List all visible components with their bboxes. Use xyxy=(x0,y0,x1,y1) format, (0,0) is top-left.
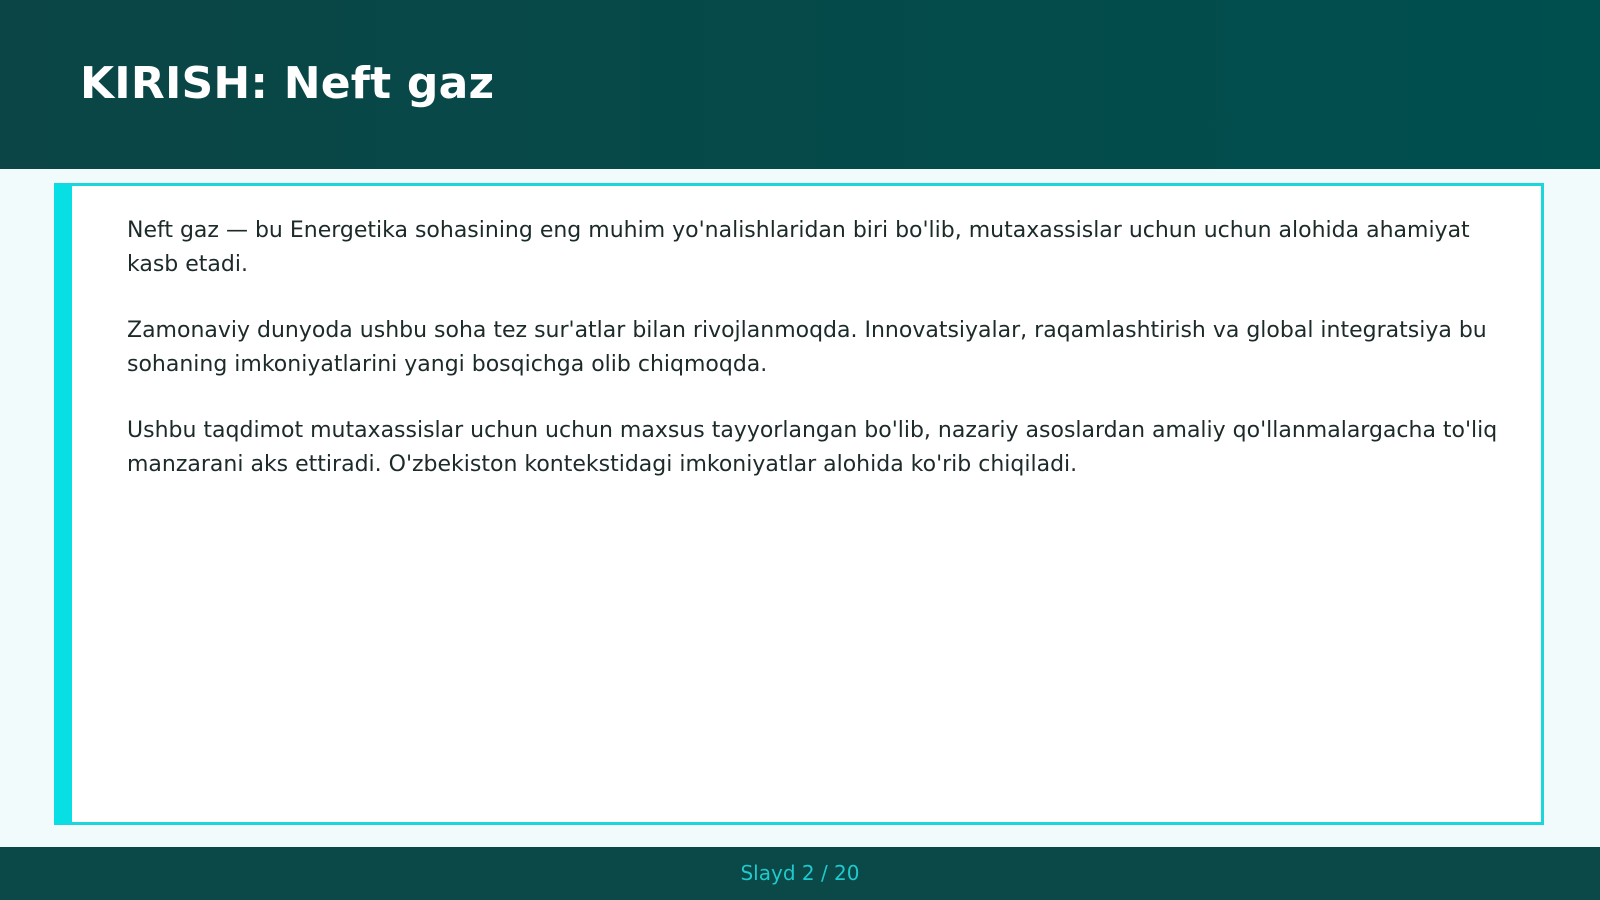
slide-header xyxy=(0,0,1600,169)
paragraph-2: Zamonaviy dunyoda ushbu soha tez sur'atlar bilan rivojlanmoqda. Innovatsiyalar, raqamlashtirish va global integratsiya bu sohaning imkoniyatlarini yangi bosqichga olib chiqmoqda. xyxy=(127,318,1487,377)
paragraph-3: Ushbu taqdimot mutaxassislar uchun uchun maxsus tayyorlangan bo'lib, nazariy asoslardan amaliy qo'llanmalargacha to'liq manzarani aks ettiradi. O'zbekiston kontekstidagi imkoniyatlar alohida ko'rib chiqiladi. xyxy=(127,418,1498,477)
slide-title: KIRISH: Neft gaz xyxy=(80,58,495,109)
slide-footer xyxy=(0,847,1600,900)
content-box xyxy=(54,183,1544,825)
paragraph-1: Neft gaz — bu Energetika sohasining eng muhim yo'nalishlaridan biri bo'lib, mutaxassislar uchun uchun alohida ahamiyat kasb etadi. xyxy=(127,218,1470,277)
content-text xyxy=(127,214,1501,514)
slide-number: Slayd 2 / 20 xyxy=(740,861,860,885)
